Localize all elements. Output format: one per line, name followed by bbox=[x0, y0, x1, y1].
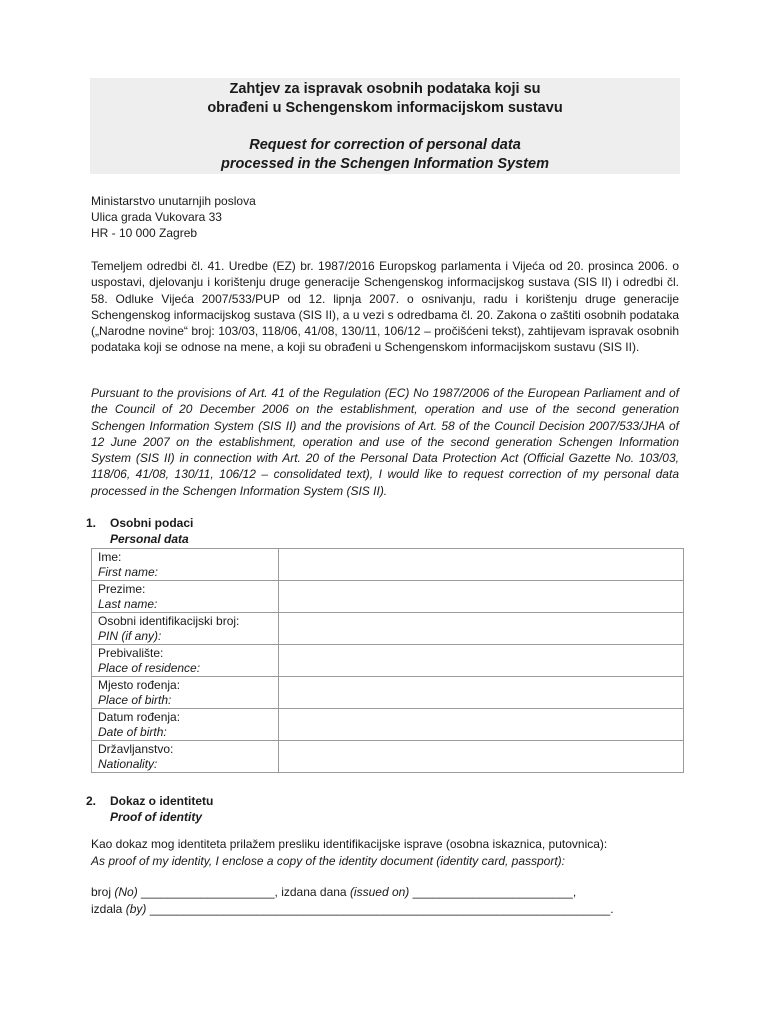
document-number-line bbox=[91, 884, 614, 901]
table-row bbox=[92, 677, 684, 709]
field-value-cell[interactable] bbox=[279, 613, 684, 645]
field-value-cell[interactable] bbox=[279, 645, 684, 677]
label-issued-on: (issued on) bbox=[349, 885, 410, 899]
label-izdala: izdala bbox=[91, 902, 123, 916]
field-label-en: First name: bbox=[98, 565, 159, 579]
field-label-en: Place of birth: bbox=[98, 693, 172, 707]
section-1-heading bbox=[86, 515, 193, 547]
section-title-en: Personal data bbox=[110, 532, 189, 546]
field-value-cell[interactable] bbox=[279, 549, 684, 581]
title-hr-line1: Zahtjev za ispravak osobnih podataka koji su bbox=[229, 81, 541, 97]
field-value-cell[interactable] bbox=[279, 677, 684, 709]
section-2-heading bbox=[86, 793, 213, 825]
section-number: 2. bbox=[86, 794, 97, 808]
field-value-cell[interactable] bbox=[279, 741, 684, 773]
field-label-cell bbox=[92, 645, 279, 677]
address-line: Ministarstvo unutarnjih poslova bbox=[91, 194, 256, 208]
section-title-hr: Osobni podaci bbox=[110, 516, 194, 530]
issuer-field[interactable]: _____________________________________________________________________. bbox=[149, 902, 614, 916]
field-label-cell bbox=[92, 709, 279, 741]
field-value-cell[interactable] bbox=[279, 709, 684, 741]
field-label-en: Nationality: bbox=[98, 757, 158, 771]
field-label-cell bbox=[92, 581, 279, 613]
field-label-hr: Datum rođenja: bbox=[98, 710, 181, 724]
document-number-field[interactable]: ____________________ bbox=[141, 885, 275, 899]
field-label-cell bbox=[92, 549, 279, 581]
title-en-line1: Request for correction of personal data bbox=[249, 137, 521, 153]
field-label-en: Last name: bbox=[98, 597, 158, 611]
field-value-cell[interactable] bbox=[279, 581, 684, 613]
table-row bbox=[92, 741, 684, 773]
table-row bbox=[92, 549, 684, 581]
table-row bbox=[92, 645, 684, 677]
address-line: HR - 10 000 Zagreb bbox=[91, 226, 198, 240]
field-label-hr: Državljanstvo: bbox=[98, 742, 174, 756]
table-row bbox=[92, 581, 684, 613]
field-label-hr: Prezime: bbox=[98, 582, 146, 596]
field-label-en: PIN (if any): bbox=[98, 629, 162, 643]
address-line: Ulica grada Vukovara 33 bbox=[91, 210, 222, 224]
section-number: 1. bbox=[86, 516, 97, 530]
field-label-en: Place of residence: bbox=[98, 661, 201, 675]
field-label-cell bbox=[92, 741, 279, 773]
document-fill-lines bbox=[91, 884, 614, 918]
recipient-address bbox=[91, 193, 256, 241]
table-row bbox=[92, 709, 684, 741]
label-no: (No) bbox=[114, 885, 138, 899]
issue-date-field[interactable]: ________________________, bbox=[412, 885, 577, 899]
label-izdana: , izdana dana bbox=[274, 885, 347, 899]
issuer-line bbox=[91, 901, 614, 918]
field-label-hr: Osobni identifikacijski broj: bbox=[98, 614, 240, 628]
field-label-cell bbox=[92, 677, 279, 709]
legal-paragraph-hr: Temeljem odredbi čl. 41. Uredbe (EZ) br. 1987/2016 Europskog parlamenta i Vijeća od 20. prosinca 2006. o uspostavi, djelovanju i korištenju druge generacije Schengenskog informacijskog sustava (SIS II) i odredbi čl. 58. Odluke Vijeća 2007/533/PUP od 12. lipnja 2007. o osnivanju, radu i korištenju druge generacije Schengenskog informacijskog sustava (SIS II), a u vezi s odredbama čl. 20. Zakona o zaštiti osobnih podataka („Narodne novine“ broj: 103/03, 118/06, 41/08, 130/11, 106/12 – pročišćeni tekst), zahtijevam ispravak osobnih podataka koji se odnose na mene, a koji su obrađeni u Schengenskom informacijskom sustavu (SIS II). bbox=[91, 259, 679, 355]
personal-data-table bbox=[91, 548, 684, 773]
table-row bbox=[92, 613, 684, 645]
proof-text-en: As proof of my identity, I enclose a copy of the identity document (identity card, passport): bbox=[91, 853, 566, 868]
field-label-hr: Prebivalište: bbox=[98, 646, 164, 660]
label-broj: broj bbox=[91, 885, 112, 899]
proof-text bbox=[91, 836, 607, 869]
proof-text-hr: Kao dokaz mog identiteta prilažem presliku identifikacijske isprave (osobna iskaznica, putovnica): bbox=[91, 837, 608, 851]
field-label-en: Date of birth: bbox=[98, 725, 167, 739]
field-label-cell bbox=[92, 613, 279, 645]
title-box bbox=[90, 78, 680, 174]
label-by: (by) bbox=[125, 902, 147, 916]
field-label-hr: Ime: bbox=[98, 550, 122, 564]
field-label-hr: Mjesto rođenja: bbox=[98, 678, 181, 692]
legal-paragraph-en: Pursuant to the provisions of Art. 41 of the Regulation (EC) No 1987/2006 of the European Parliament and of the Council of 20 December 2006 on the establishment, operation and use of the second generation Schengen Information System (SIS II) and the provisions of Art. 58 of the Council Decision 2007/533/JHA of 12 June 2007 on the establishment, operation and use of the second generation Schengen Information System (SIS II) in connection with Art. 20 of the Personal Data Protection Act (Official Gazette No. 103/03, 118/06, 41/08, 130/11, 106/12 – consolidated text), I would like to request correction of my personal data processed in the Schengen Information System (SIS II). bbox=[91, 386, 679, 498]
section-title-hr: Dokaz o identitetu bbox=[110, 794, 214, 808]
title-en-line2: processed in the Schengen Information System bbox=[221, 156, 549, 172]
title-hr-line2: obrađeni u Schengenskom informacijskom sustavu bbox=[207, 100, 563, 116]
section-title-en: Proof of identity bbox=[110, 810, 202, 824]
